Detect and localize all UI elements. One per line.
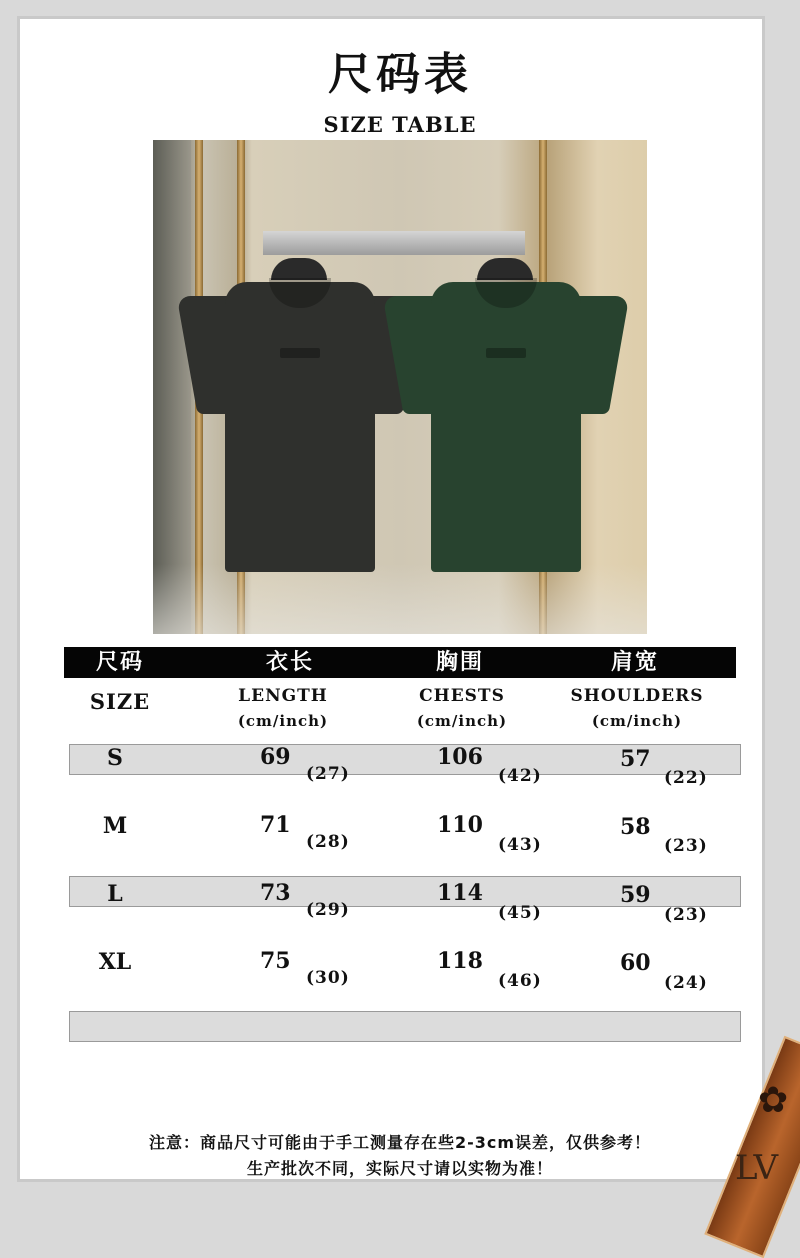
header-length-unit: (cm/inch) bbox=[237, 712, 329, 730]
chest-inch: (45) bbox=[498, 903, 542, 923]
length-cm: 71 bbox=[260, 812, 291, 838]
length-cm: 69 bbox=[260, 744, 291, 770]
length-inch: (29) bbox=[306, 900, 350, 920]
header-length-en: LENGTH bbox=[238, 686, 328, 706]
header-chest-en: CHESTS bbox=[419, 686, 505, 706]
mirror-panel bbox=[153, 140, 191, 634]
black-tshirt bbox=[187, 282, 417, 582]
length-cm: 73 bbox=[260, 880, 291, 906]
chest-inch: (42) bbox=[498, 766, 542, 786]
chest-inch: (43) bbox=[498, 835, 542, 855]
header-chest-unit: (cm/inch) bbox=[416, 712, 508, 730]
flower-icon: ✿ bbox=[758, 1080, 789, 1121]
shirt-body bbox=[431, 282, 581, 572]
size-label: XL bbox=[98, 949, 132, 975]
header-shoulder-unit: (cm/inch) bbox=[591, 712, 683, 730]
size-label: M bbox=[102, 813, 128, 839]
size-label: S bbox=[107, 745, 123, 771]
length-inch: (27) bbox=[306, 764, 350, 784]
chest-cm: 106 bbox=[437, 744, 483, 770]
chest-inch: (46) bbox=[498, 971, 542, 991]
hanging-rail bbox=[263, 231, 525, 255]
chest-cm: 118 bbox=[437, 948, 483, 974]
shoulder-cm: 59 bbox=[620, 882, 651, 908]
header-chest-cn: 胸围 bbox=[435, 650, 484, 675]
shoulder-inch: (22) bbox=[664, 768, 708, 788]
shoulder-inch: (24) bbox=[664, 973, 708, 993]
hanger-icon bbox=[477, 258, 533, 280]
shoulder-inch: (23) bbox=[664, 905, 708, 925]
hanger-icon bbox=[271, 258, 327, 280]
chest-cm: 110 bbox=[437, 812, 483, 838]
shoulder-cm: 60 bbox=[620, 950, 651, 976]
length-inch: (28) bbox=[306, 832, 350, 852]
header-length-cn: 衣长 bbox=[265, 650, 314, 675]
row-stripe bbox=[69, 1011, 741, 1042]
size-label: L bbox=[107, 881, 123, 907]
chest-cm: 114 bbox=[437, 880, 483, 906]
length-cm: 75 bbox=[260, 948, 291, 974]
disclaimer-line-2: 生产批次不同，实际尺寸请以实物为准！ bbox=[246, 1159, 553, 1178]
page-title-en: SIZE TABLE bbox=[323, 112, 477, 137]
header-shoulder-cn: 肩宽 bbox=[610, 650, 659, 675]
shoulder-cm: 57 bbox=[620, 746, 651, 772]
disclaimer-line-1: 注意：商品尺寸可能由于手工测量存在些2-3cm误差，仅供参考！ bbox=[148, 1133, 652, 1152]
header-size-en: SIZE bbox=[89, 689, 151, 714]
header-size-cn: 尺码 bbox=[95, 650, 144, 675]
product-photo bbox=[153, 140, 647, 634]
page-title-cn: 尺码表 bbox=[328, 49, 472, 100]
header-shoulder-en: SHOULDERS bbox=[570, 686, 704, 706]
green-tshirt bbox=[393, 282, 623, 582]
length-inch: (30) bbox=[306, 968, 350, 988]
brand-logo-icon: LV bbox=[735, 1148, 779, 1188]
embossed-logo bbox=[486, 348, 526, 358]
shirt-body bbox=[225, 282, 375, 572]
embossed-logo bbox=[280, 348, 320, 358]
shoulder-cm: 58 bbox=[620, 814, 651, 840]
shoulder-inch: (23) bbox=[664, 836, 708, 856]
